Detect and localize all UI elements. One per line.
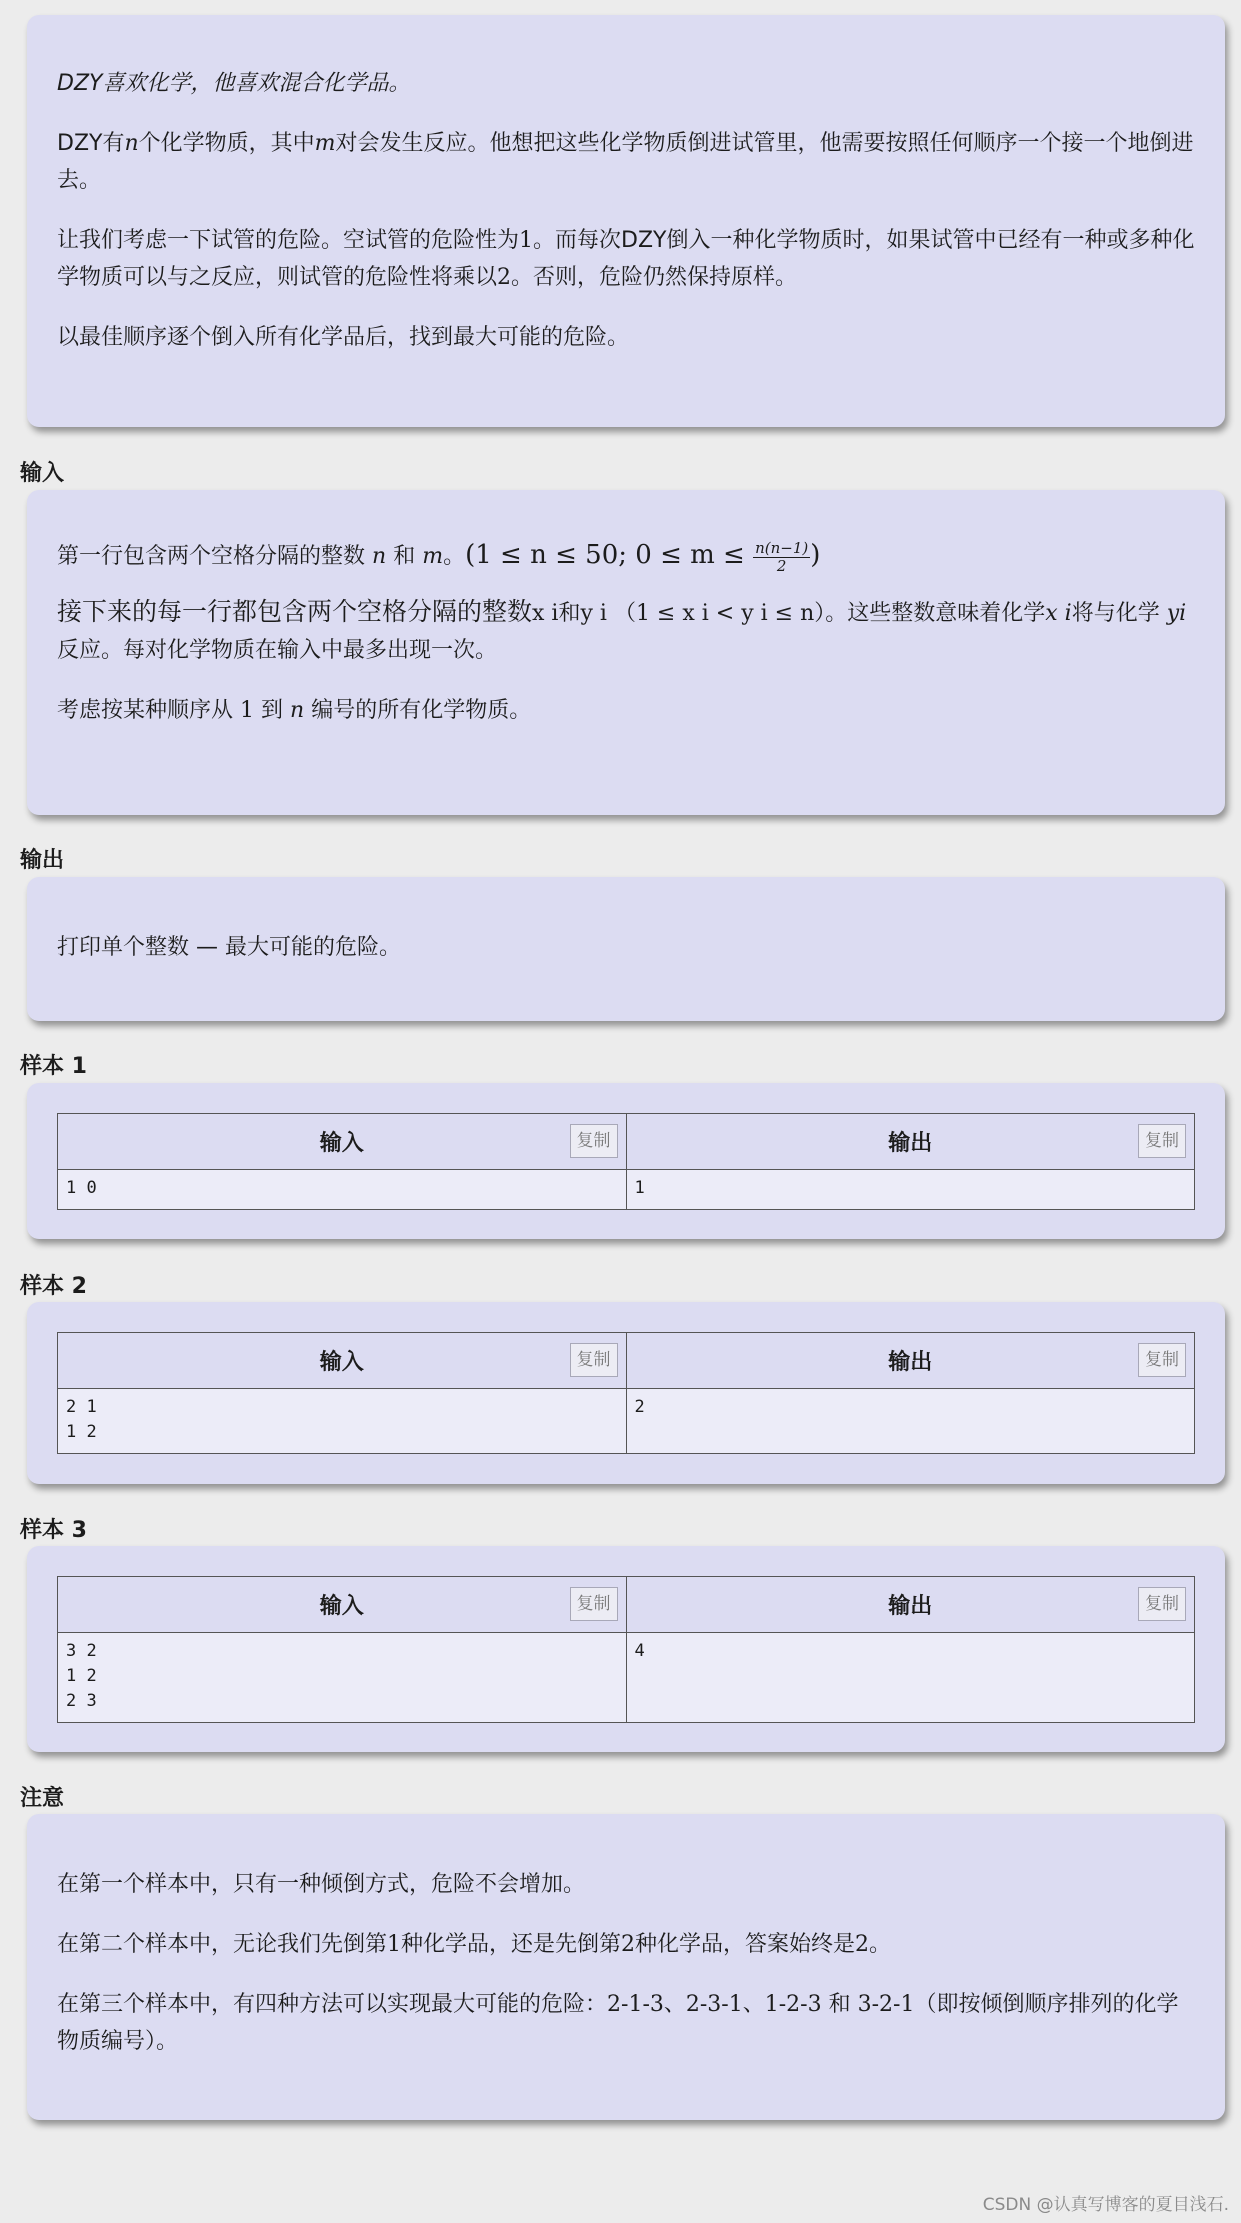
sample-3-output-header: 输出 复制 [626, 1577, 1195, 1633]
sample-3-input-data: 3 2 1 2 2 3 [58, 1633, 627, 1723]
sample-2-output-header: 输出 复制 [626, 1333, 1195, 1389]
output-section-title: 输出 [20, 848, 65, 873]
sample-3-output-copy-button[interactable]: 复制 [1138, 1587, 1186, 1621]
sample-1-input-copy-button[interactable]: 复制 [570, 1124, 618, 1158]
sample-2-table [57, 1332, 1195, 1454]
statement-p1: DZY喜欢化学，他喜欢混合化学品。 [57, 71, 411, 96]
output-text: 打印单个整数 — 最大可能的危险。 [57, 935, 401, 960]
sample-2-input-data: 2 1 1 2 [58, 1389, 627, 1454]
sample-2-output-data: 2 [626, 1389, 1195, 1454]
csdn-watermark: CSDN @认真写博客的夏目浅石. [982, 2195, 1229, 2215]
output-card [27, 877, 1225, 1021]
note-p2: 在第二个样本中，无论我们先倒第1种化学品，还是先倒第2种化学品，答案始终是2。 [57, 1932, 892, 1957]
sample-2-output-copy-button[interactable]: 复制 [1138, 1343, 1186, 1377]
sample-3-card [27, 1546, 1225, 1752]
sample-1-input-data: 1 0 [58, 1170, 627, 1210]
sample-2-title: 样本 2 [20, 1274, 87, 1299]
sample-3-input-header: 输入 复制 [58, 1577, 627, 1633]
constraint-fraction: $\frac{n(n-1)}{2}$ [755, 538, 809, 575]
input-card [27, 490, 1225, 815]
sample-3-input-copy-button[interactable]: 复制 [570, 1587, 618, 1621]
sample-1-output-header: 输出 复制 [626, 1114, 1195, 1170]
sample-2-card [27, 1302, 1225, 1484]
sample-2-input-header: 输入 复制 [58, 1333, 627, 1389]
statement-p3: 让我们考虑一下试管的危险。空试管的危险性为1。而每次DZY倒入一种化学物质时，如果试管中已经有一种或多种化学物质可以与之反应，则试管的危险性将乘以2。否则，危险仍然保持原样。 [57, 228, 1195, 290]
sample-1-table [57, 1113, 1195, 1210]
input-section-title: 输入 [20, 461, 65, 486]
note-section-title: 注意 [20, 1786, 65, 1811]
note-card [27, 1814, 1225, 2120]
sample-1-title: 样本 1 [20, 1054, 87, 1079]
note-p3: 在第三个样本中，有四种方法可以实现最大可能的危险：2-1-3、2-3-1、1-2-3 和 3-2-1（即按倾倒顺序排列的化学物质编号）。 [57, 1992, 1179, 2054]
sample-3-table [57, 1576, 1195, 1723]
sample-2-input-copy-button[interactable]: 复制 [570, 1343, 618, 1377]
note-p1: 在第一个样本中，只有一种倾倒方式，危险不会增加。 [57, 1872, 586, 1897]
statement-card [27, 15, 1225, 427]
statement-p2: DZY有n个化学物质，其中m对会发生反应。他想把这些化学物质倒进试管里，他需要按照任何顺序一个接一个地倒进去。 [57, 131, 1194, 193]
sample-1-output-copy-button[interactable]: 复制 [1138, 1124, 1186, 1158]
input-line3: 考虑按某种顺序从 1 到 n 编号的所有化学物质。 [57, 698, 532, 723]
input-line2: 接下来的每一行都包含两个空格分隔的整数x i和y i （1 ≤ x i < y i ≤ n）。这些整数意味着化学x i将与化学 yi 反应。每对化学物质在输入中最多出现一次。 [57, 597, 1187, 663]
sample-3-output-data: 4 [626, 1633, 1195, 1723]
sample-3-title: 样本 3 [20, 1518, 87, 1543]
sample-1-input-header: 输入 复制 [58, 1114, 627, 1170]
input-line1: 第一行包含两个空格分隔的整数 n 和 m。(1 ≤ n ≤ 50; 0 ≤ m ≤ $\frac{n(n-1)}{2}$ ) [57, 538, 821, 575]
statement-p4: 以最佳顺序逐个倒入所有化学品后，找到最大可能的危险。 [57, 325, 630, 350]
sample-1-card [27, 1083, 1225, 1239]
sample-1-output-data: 1 [626, 1170, 1195, 1210]
